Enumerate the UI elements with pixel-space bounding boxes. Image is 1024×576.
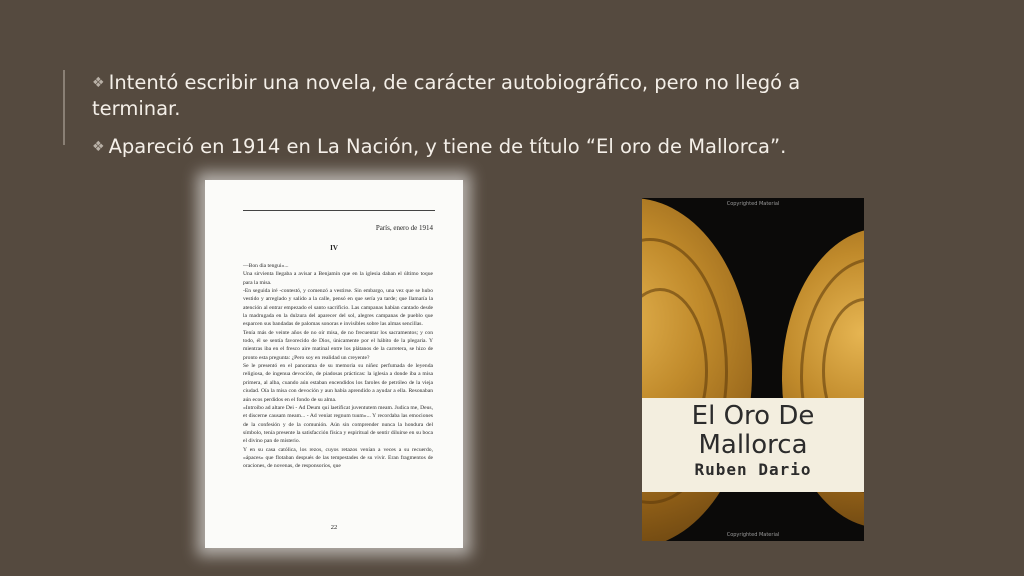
cover-title-line1: El Oro De [691, 401, 815, 431]
bullet-text: Intentó escribir una novela, de carácter autobiográfico, pero no llegó a terminar. [92, 71, 801, 120]
book-page-image [205, 180, 463, 548]
bullet-list [92, 70, 812, 172]
book-cover-image [642, 198, 864, 541]
cover-author: Ruben Dario [694, 460, 812, 479]
book-page [205, 180, 463, 548]
header-rule [243, 210, 435, 211]
diamond-bullet-icon: ❖ [92, 75, 105, 91]
cover-title [642, 402, 864, 460]
accent-line [63, 70, 65, 145]
bullet-text: Apareció en 1914 en La Nación, y tiene de título “El oro de Mallorca”. [108, 135, 787, 158]
copyright-top: Copyrighted Material [726, 201, 780, 207]
diamond-bullet-icon: ❖ [92, 139, 105, 155]
bullet-item [92, 134, 812, 160]
bullet-item [92, 70, 812, 122]
page-date: París, enero de 1914 [375, 224, 433, 232]
chapter-heading: IV [330, 244, 338, 252]
copyright-bottom: Copyrighted Material [726, 532, 780, 538]
cover-title-line2: Mallorca [698, 430, 808, 460]
page-body-text: —Bon dia tengui»... Una sirvienta llegaba a avisar a Benjamín que en la iglesia daban el último toque para la misa. -En seguida iré -contestó, y comenzó a vestirse. Sin embargo, una vez que se hubo vestido y arreglado y salido a la calle, pensó en que sería ya tarde; que llamaría la atención al entrar empezado el santo sacrificio. Las campanas habían cantado desde la madrugada en la dulzura del aparecer del sol, alegres campanas de pueblo que esparcen sus bandadas de palomas sonoras e invisibles sobre las almas sencillas. Tenía más de veinte años de no oír misa, de no frecuentar los sacramentos; y con todo, él se sentía favorecido de Dios, únicamente por el hábito de la plegaria. Y mientras iba en el fresco aire matinal entre los plátanos de la carretera, se hizo de pronto esta pregunta: ¿Pero soy en realidad un creyente? Se le presentó en el panorama de su memoria su niñez perfumada de leyenda religiosa, de ingenua devoción, de piadosas prácticas: la iglesia a donde iba a misa primera, al alba, cuando aún estaban encendidos los faroles de petróleo de la vieja ciudad. Oía la misa con devoción y aun había aprendido a ayudar a ella. Resonaban aún ecos perdidos en el fondo de su alma. «Introibo ad altare Dei - Ad Deum qui laetificat juventutem meam. Judica me, Deus, et discerne causam meam... - Ad veniat regnum tuum»... Y recordaba las emociones de la confesión y de la comunión. Aún sin comprender nunca la hondura del símbolo, tenía presente la satisfacción física y espiritual de sentir diluirse en su boca el divino pan de misterio. Y en su casa católica, los rezos, cuyos retazos venían a veces a su recuerdo, «ápaces» que flotaban después de las tempestades de su vivir. Eran fragmentos de oraciones, de novenas, de responsorios, que [243, 263, 433, 470]
page-number: 22 [330, 524, 338, 531]
